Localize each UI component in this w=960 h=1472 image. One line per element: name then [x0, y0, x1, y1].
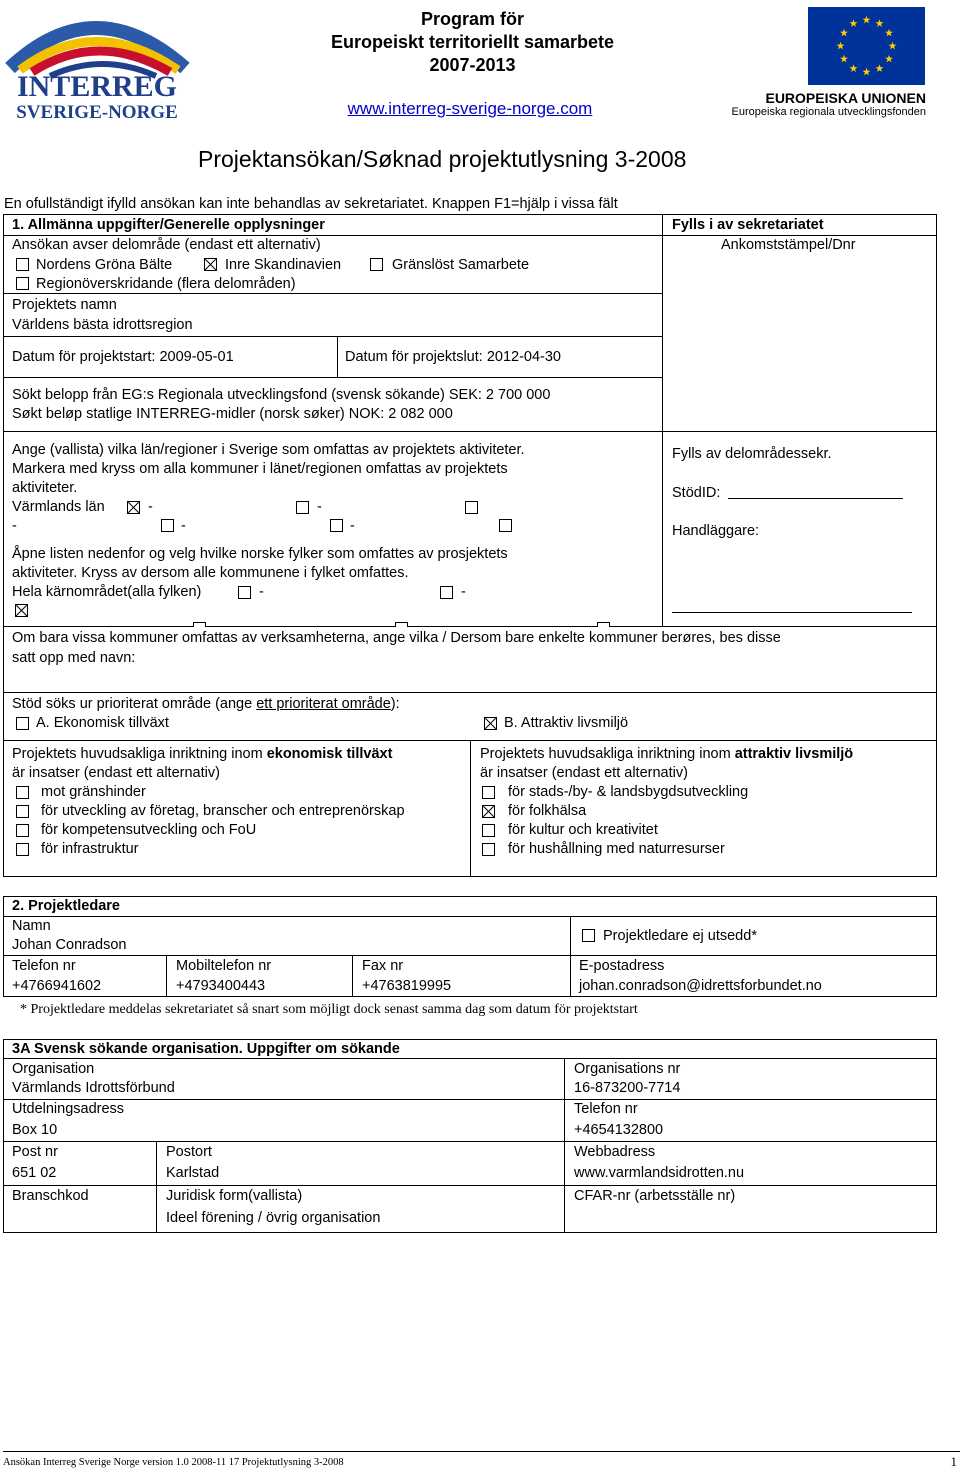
priority-label-underline: ett prioriterat område: [256, 696, 391, 712]
lan-select-4[interactable]: -: [12, 518, 17, 534]
liv-item-2: för folkhälsa: [508, 803, 587, 819]
checkbox-liv-2[interactable]: [482, 805, 495, 818]
checkbox-eco-2[interactable]: [16, 805, 29, 818]
lan-select-5[interactable]: -: [181, 518, 186, 534]
org-field[interactable]: Värmlands Idrottsförbund: [12, 1080, 175, 1096]
pl-footnote: * Projektledare meddelas sekretariatet så snart som möjligt dock senast samma dag som datum för projektstart: [20, 1002, 638, 1017]
option-inre-skandinavien: Inre Skandinavien: [225, 257, 342, 273]
eu-name: EUROPEISKA UNIONEN: [765, 90, 926, 106]
liv-item-3: för kultur och kreativitet: [508, 822, 658, 838]
eu-fund: Europeiska regionala utvecklingsfonden: [731, 106, 926, 118]
eco-subheading: är insatser (endast ett alternativ): [12, 765, 220, 781]
logo-word-sverige-norge: SVERIGE-NORGE: [16, 102, 178, 123]
checkbox-pl-ej-utsedd[interactable]: [582, 929, 595, 942]
checkbox-nordens-grona-balte[interactable]: [16, 258, 29, 271]
eco-heading-bold: ekonomisk tillväxt: [266, 746, 393, 762]
checkbox-lan-3-all[interactable]: [465, 501, 478, 514]
addr-field[interactable]: Box 10: [12, 1122, 58, 1138]
priority-label: [12, 695, 400, 713]
option-nordens-grona-balte: Nordens Gröna Bälte: [36, 257, 173, 273]
program-line-2: Europeiskt territoriellt samarbete: [330, 32, 615, 52]
kommun-instruction-2: satt opp med navn:: [12, 650, 136, 666]
addr-label: Utdelningsadress: [12, 1101, 125, 1117]
section3a-heading: 3A Svensk sökande organisation. Uppgifter om sökande: [12, 1041, 400, 1057]
pl-tel-label: Telefon nr: [12, 958, 76, 974]
section1-heading: 1. Allmänna uppgifter/Generelle opplysninger: [12, 217, 325, 233]
stodid-field[interactable]: [728, 498, 903, 499]
notice-text: En ofullständigt ifylld ansökan kan inte behandlas av sekretariatet. Knappen F1=hjälp i vissa fält: [4, 196, 618, 212]
liv-heading: [480, 745, 853, 763]
handlaggare-field[interactable]: [672, 612, 912, 613]
liv-heading-bold: attraktiv livsmiljö: [734, 746, 854, 762]
pl-name-label: Namn: [12, 918, 51, 934]
pl-ej-utsedd-label: Projektledare ej utsedd*: [603, 928, 757, 944]
pl-tel-field[interactable]: +4766941602: [12, 978, 102, 994]
project-name-field[interactable]: Världens bästa idrottsregion: [12, 317, 193, 333]
checkbox-fylke-6-all[interactable]: [597, 622, 610, 627]
lan-instruction-3: aktiviteter.: [12, 480, 78, 496]
orgnr-field[interactable]: 16-873200-7714: [574, 1080, 681, 1096]
handlaggare-label: Handläggare:: [672, 523, 760, 539]
priority-a-label: A. Ekonomisk tillväxt: [36, 715, 169, 731]
checkbox-fylke-5-all[interactable]: [395, 622, 408, 627]
stodid-label: StödID:: [672, 485, 721, 501]
lan-select-3[interactable]: -: [317, 499, 322, 515]
liv-item-1: för stads-/by- & landsbygdsutveckling: [508, 784, 749, 800]
liv-subheading: är insatser (endast ett alternativ): [480, 765, 688, 781]
liv-item-4: för hushållning med naturresurser: [508, 841, 725, 857]
cfar-label: CFAR-nr (arbetsställe nr): [574, 1188, 736, 1204]
checkbox-eco-4[interactable]: [16, 843, 29, 856]
eco-item-2: för utveckling av företag, branscher och entreprenörskap: [41, 803, 405, 819]
project-name-label: Projektets namn: [12, 297, 117, 313]
secretariat-heading: Fylls i av sekretariatet: [672, 217, 824, 233]
priority-b-label: B. Attraktiv livsmiljö: [504, 715, 629, 731]
lan-select-1[interactable]: Värmlands län: [12, 499, 105, 515]
eco-heading: [12, 745, 392, 763]
checkbox-liv-3[interactable]: [482, 824, 495, 837]
checkbox-fylke-3-all[interactable]: [15, 604, 28, 617]
fylke-select-1[interactable]: Hela kärnområdet(alla fylken): [12, 584, 202, 600]
org-tel-label: Telefon nr: [574, 1101, 638, 1117]
project-end-field[interactable]: Datum för projektslut: 2012-04-30: [345, 349, 561, 365]
eco-heading-pre: Projektets huvudsakliga inriktning inom: [12, 746, 267, 762]
juridisk-form-label: Juridisk form(vallista): [166, 1188, 303, 1204]
fylke-instruction-2: aktiviteter. Kryss av dersom alle kommunene i fylket omfattes.: [12, 565, 409, 581]
fylke-instruction-1: Åpne listen nedenfor og velg hvilke norske fylker som omfattes av prosjektets: [12, 546, 508, 562]
checkbox-eco-1[interactable]: [16, 786, 29, 799]
pl-mob-label: Mobiltelefon nr: [176, 958, 272, 974]
program-line-3: 2007-2013: [429, 55, 516, 75]
checkbox-inre-skandinavien[interactable]: [204, 258, 217, 271]
kommun-instruction-1: Om bara vissa kommuner omfattas av verksamheterna, ange vilka / Dersom bare enkelte kommuner berøres, bes disse: [12, 630, 781, 646]
checkbox-fylke-4-all[interactable]: [193, 622, 206, 627]
checkbox-lan-6-all[interactable]: [499, 519, 512, 532]
web-field[interactable]: www.varmlandsidrotten.nu: [574, 1165, 745, 1181]
checkbox-fylke-2-all[interactable]: [440, 586, 453, 599]
pl-mob-field[interactable]: +4793400443: [176, 978, 266, 994]
branschkod-label: Branschkod: [12, 1188, 89, 1204]
checkbox-lan-4-all[interactable]: [161, 519, 174, 532]
fylke-select-2[interactable]: -: [259, 584, 264, 600]
amount-nok-field[interactable]: Søkt beløp statlige INTERREG-midler (norsk søker) NOK: 2 082 000: [12, 406, 453, 422]
delomrade-label: Fylls av delområdessekr.: [672, 446, 832, 462]
checkbox-liv-4[interactable]: [482, 843, 495, 856]
checkbox-priority-b[interactable]: [484, 717, 497, 730]
postort-label: Postort: [166, 1144, 212, 1160]
eco-item-3: för kompetensutveckling och FoU: [41, 822, 257, 838]
lan-instruction-1: Ange (vallista) vilka län/regioner i Sverige som omfattas av projektets aktiviteter.: [12, 442, 525, 458]
checkbox-fylke-1-all[interactable]: [238, 586, 251, 599]
logo-word-interreg: INTERREG: [16, 70, 178, 103]
pl-name-field[interactable]: Johan Conradson: [12, 937, 127, 953]
section2-heading: 2. Projektledare: [12, 898, 120, 914]
option-regionoverskridande: Regionöverskridande (flera delområden): [36, 276, 296, 292]
eu-flag-icon: [808, 7, 925, 85]
program-line-1: Program för: [420, 9, 525, 29]
fylke-select-3[interactable]: -: [461, 584, 466, 600]
amount-sek-field[interactable]: Sökt belopp från EG:s Regionala utvecklingsfond (svensk sökande) SEK: 2 700 000: [12, 387, 551, 403]
juridisk-form-select[interactable]: Ideel förening / övrig organisation: [166, 1210, 381, 1226]
checkbox-granslost-samarbete[interactable]: [370, 258, 383, 271]
checkbox-liv-1[interactable]: [482, 786, 495, 799]
pl-mail-field[interactable]: johan.conradson@idrettsforbundet.no: [579, 978, 822, 994]
priority-label-pre: Stöd söks ur prioriterat område (ange: [12, 696, 257, 712]
page-title: Projektansökan/Søknad projektutlysning 3-2008: [198, 146, 687, 172]
lan-instruction-2: Markera med kryss om alla kommuner i länet/regionen omfattas av projektets: [12, 461, 508, 477]
orgnr-label: Organisations nr: [574, 1061, 681, 1077]
footer-text: Ansökan Interreg Sverige Norge version 1.0 2008-11 17 Projektutlysning 3-2008: [3, 1457, 344, 1468]
priority-label-post: ):: [390, 696, 400, 712]
pl-fax-label: Fax nr: [362, 958, 404, 974]
pl-mail-label: E-postadress: [579, 958, 665, 974]
checkbox-lan-1-all[interactable]: [127, 501, 140, 514]
area-label: Ansökan avser delområde (endast ett alternativ): [12, 237, 321, 253]
lan-select-6[interactable]: -: [350, 518, 355, 534]
checkbox-regionoverskridande[interactable]: [16, 277, 29, 290]
org-tel-field[interactable]: +4654132800: [574, 1122, 664, 1138]
lan-select-2[interactable]: -: [148, 499, 153, 515]
page-number: 1: [950, 1454, 957, 1469]
postnr-field[interactable]: 651 02: [12, 1165, 57, 1181]
checkbox-lan-2-all[interactable]: [296, 501, 309, 514]
org-label: Organisation: [12, 1061, 95, 1077]
eco-item-4: för infrastruktur: [41, 841, 139, 857]
web-label: Webbadress: [574, 1144, 656, 1160]
stamp-label: Ankomststämpel/Dnr: [721, 237, 856, 253]
pl-fax-field[interactable]: +4763819995: [362, 978, 452, 994]
postort-field[interactable]: Karlstad: [166, 1165, 220, 1181]
checkbox-priority-a[interactable]: [16, 717, 29, 730]
checkbox-lan-5-all[interactable]: [330, 519, 343, 532]
eco-item-1: mot gränshinder: [41, 784, 146, 800]
checkbox-eco-3[interactable]: [16, 824, 29, 837]
liv-heading-pre: Projektets huvudsakliga inriktning inom: [480, 746, 735, 762]
postnr-label: Post nr: [12, 1144, 58, 1160]
option-granslost-samarbete: Gränslöst Samarbete: [392, 257, 530, 273]
project-start-field[interactable]: Datum för projektstart: 2009-05-01: [12, 349, 234, 365]
program-url-link[interactable]: www.interreg-sverige-norge.com: [347, 99, 593, 118]
